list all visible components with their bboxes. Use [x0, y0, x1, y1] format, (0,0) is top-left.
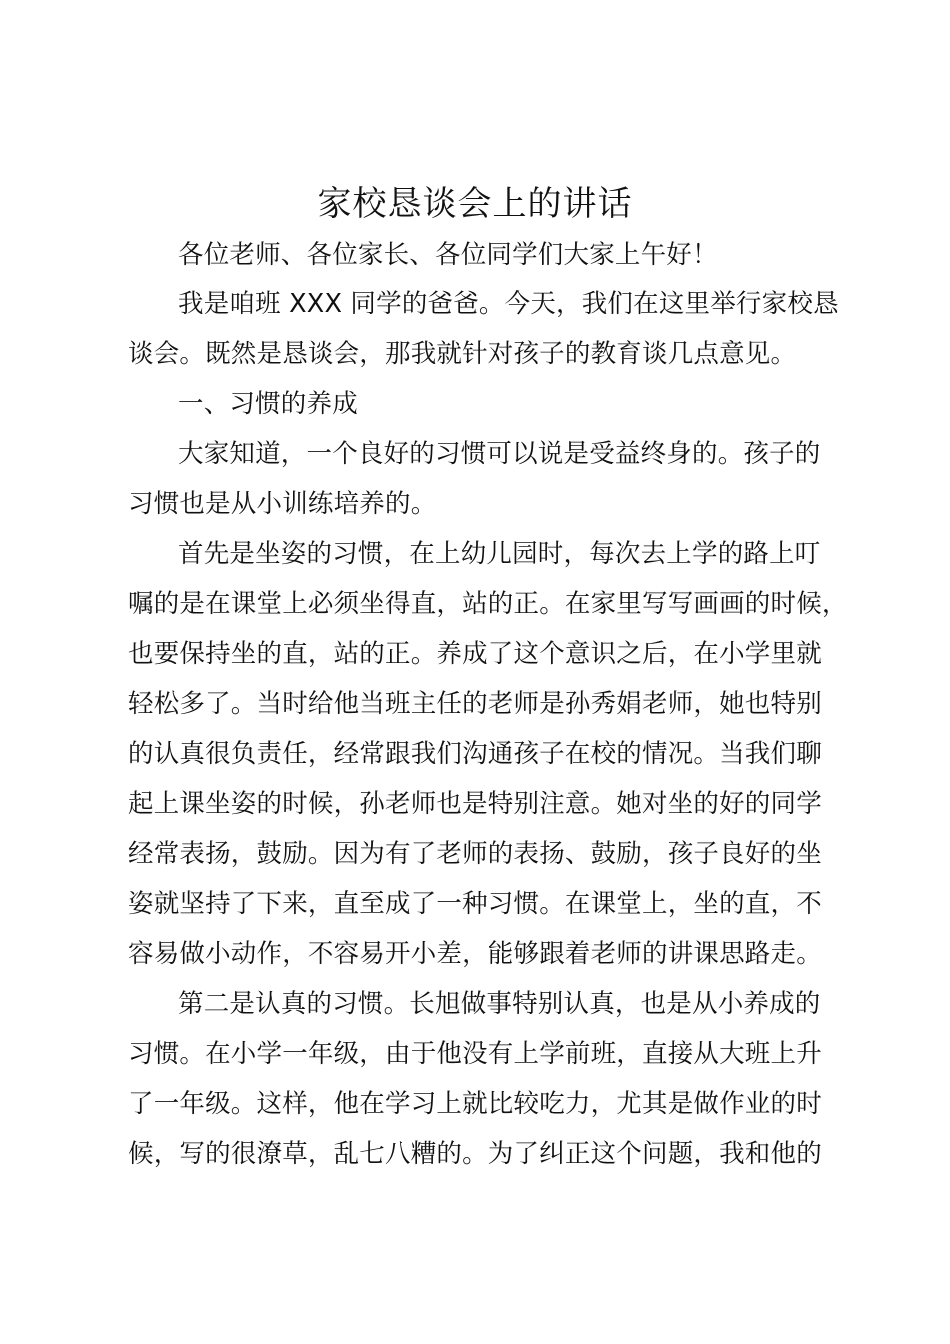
paragraph-line: 习惯也是从小训练培养的。: [128, 489, 437, 519]
paragraph-line: 大家知道，一个良好的习惯可以说是受益终身的。孩子的: [178, 439, 821, 469]
paragraph-line: 轻松多了。当时给他当班主任的老师是孙秀娟老师，她也特别: [128, 689, 822, 719]
paragraph-line: 我是咱班 XXX 同学的爸爸。今天，我们在这里举行家校恳: [178, 289, 839, 319]
paragraph-line: 谈会。既然是恳谈会，那我就针对孩子的教育谈几点意见。: [128, 339, 797, 369]
document-title: 家校恳谈会上的讲话: [317, 184, 633, 224]
paragraph-line: 嘱的是在课堂上必须坐得直，站的正。在家里写写画画的时候，: [128, 589, 848, 619]
paragraph-line: 经常表扬，鼓励。因为有了老师的表扬、鼓励，孩子良好的坐: [128, 839, 822, 869]
section-heading: 一、习惯的养成: [178, 389, 358, 419]
paragraph-line: 的认真很负责任，经常跟我们沟通孩子在校的情况。当我们聊: [128, 739, 822, 769]
paragraph-line: 也要保持坐的直，站的正。养成了这个意识之后，在小学里就: [128, 639, 822, 669]
paragraph-line: 第二是认真的习惯。长旭做事特别认真，也是从小养成的: [178, 989, 821, 1019]
paragraph-line-greeting: 各位老师、各位家长、各位同学们大家上午好！: [178, 240, 718, 270]
paragraph-line: 起上课坐姿的时候，孙老师也是特别注意。她对坐的好的同学: [128, 789, 822, 819]
paragraph-line: 习惯。在小学一年级，由于他没有上学前班，直接从大班上升: [128, 1039, 822, 1069]
paragraph-line: 姿就坚持了下来，直至成了一种习惯。在课堂上，坐的直，不: [128, 889, 822, 919]
paragraph-line: 了一年级。这样，他在学习上就比较吃力，尤其是做作业的时: [128, 1089, 822, 1119]
paragraph-line: 首先是坐姿的习惯，在上幼儿园时，每次去上学的路上叮: [178, 539, 821, 569]
paragraph-line: 候，写的很潦草，乱七八糟的。为了纠正这个问题，我和他的: [128, 1139, 822, 1169]
paragraph-line: 容易做小动作，不容易开小差，能够跟着老师的讲课思路走。: [128, 939, 822, 969]
